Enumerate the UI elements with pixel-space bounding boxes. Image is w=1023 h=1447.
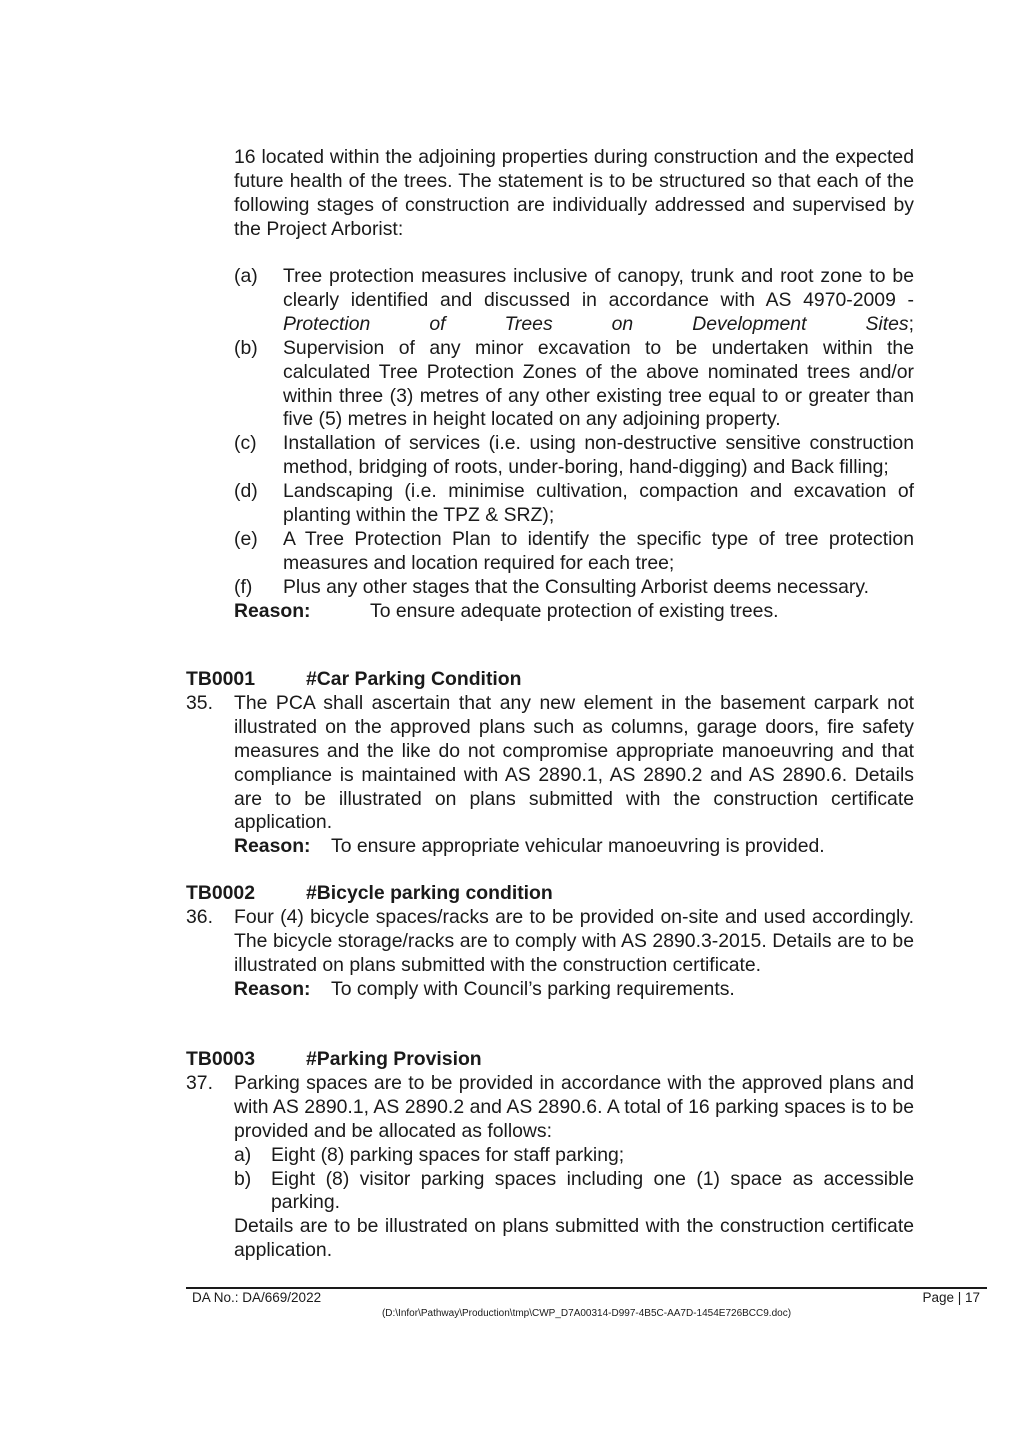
condition-code: TB0002	[186, 882, 255, 904]
stage-label: (e)	[234, 527, 258, 550]
condition-number: 36.	[186, 905, 213, 928]
stage-label: (d)	[234, 480, 258, 503]
reason-text: To comply with Council’s parking requirements.	[331, 977, 735, 1000]
stage-text-tail: ;	[908, 312, 914, 335]
footer-da-number: DA No.: DA/669/2022	[192, 1290, 322, 1305]
stage-text: Plus any other stages that the Consulting Arborist deems necessary.	[283, 575, 869, 598]
condition-paragraph: Parking spaces are to be provided in accordance with the approved plans and with AS 2890.1, AS 2890.2 and AS 2890.6. A total of 16 parking spaces is to be provided and be allocated as follows:	[234, 1071, 914, 1142]
subitem-a	[234, 1144, 914, 1168]
stage-label: (a)	[234, 265, 258, 287]
condition-content	[234, 1072, 914, 1263]
footer-rule	[186, 1287, 987, 1289]
stage-label: (b)	[234, 336, 258, 359]
subitem-b	[234, 1168, 914, 1216]
condition-heading	[186, 882, 914, 906]
stage-item-c	[234, 432, 914, 480]
condition-body	[186, 1072, 914, 1263]
condition-tb0002	[186, 882, 914, 1002]
subitem-text: Eight (8) parking spaces for staff parking;	[271, 1143, 625, 1166]
footer-page-number: Page | 17	[922, 1290, 980, 1305]
reason-label: Reason:	[234, 599, 311, 622]
condition-closing: Details are to be illustrated on plans submitted with the construction certificate application.	[234, 1215, 914, 1262]
condition-tb0001	[186, 668, 914, 859]
reason-label: Reason:	[234, 835, 311, 858]
stage-item-d	[234, 480, 914, 528]
stage-text	[283, 265, 914, 337]
stage-label: (f)	[234, 575, 253, 598]
reason-text: To ensure appropriate vehicular manoeuvring is provided.	[331, 835, 825, 858]
condition-reason	[234, 978, 914, 1002]
footer-file-path: (D:\Infor\Pathway\Production\tmp\CWP_D7A00314-D997-4B5C-AA7D-1454E726BCC9.doc)	[381, 1308, 792, 1319]
condition-heading	[186, 1048, 914, 1072]
subitem-text: Eight (8) visitor parking spaces including one (1) space as accessible parking.	[271, 1167, 914, 1214]
condition-content	[234, 692, 914, 859]
stage-text-italic: Protection of Trees on Development Sites	[283, 312, 909, 335]
stage-text: Landscaping (i.e. minimise cultivation, compaction and excavation of planting within the TPZ & SRZ);	[283, 480, 914, 527]
condition-tb0003	[186, 1048, 914, 1263]
stage-item-e	[234, 528, 914, 576]
stage-item-a	[234, 265, 914, 337]
condition-heading	[186, 668, 914, 692]
condition-number: 37.	[186, 1071, 213, 1094]
condition-number: 35.	[186, 691, 213, 714]
stage-text-plain: Tree protection measures inclusive of canopy, trunk and root zone to be clearly identified and discussed in accordance with AS 4970-2009 -	[283, 265, 914, 311]
condition-paragraph: Four (4) bicycle spaces/racks are to be provided on-site and used accordingly. The bicycle storage/racks are to comply with AS 2890.3-2015. Details are to be illustrated on plans submitted with the construction certificate.	[234, 905, 914, 976]
subitem-label: a)	[234, 1143, 252, 1166]
reason-text: To ensure adequate protection of existing trees.	[370, 599, 779, 622]
condition-title: #Parking Provision	[306, 1048, 482, 1070]
condition-title: #Bicycle parking condition	[306, 882, 553, 904]
stage-text: Installation of services (i.e. using non-destructive sensitive construction method, bridging of roots, under-boring, hand-digging) and Back filling;	[283, 432, 914, 479]
condition-paragraph: The PCA shall ascertain that any new element in the basement carpark not illustrated on the approved plans such as columns, garage doors, fire safety measures and the like do not compromise appropriate manoeuvring and that compliance is maintained with AS 2890.1, AS 2890.2 and AS 2890.6. Details are to be illustrated on plans submitted with the construction certificate application.	[234, 691, 914, 834]
stage-item-f	[234, 576, 914, 600]
condition-reason	[234, 835, 914, 859]
condition-body	[186, 906, 914, 1002]
condition-code: TB0001	[186, 668, 255, 690]
stage-label: (c)	[234, 432, 257, 455]
reason-label: Reason:	[234, 977, 311, 1000]
condition-code: TB0003	[186, 1048, 255, 1070]
condition-body	[186, 692, 914, 859]
stage-text: Supervision of any minor excavation to be undertaken within the calculated Tree Protection Zones of the above nominated trees and/or within three (3) metres of any other existing tree equal to or greater than five (5) metres in height located on any adjoining property.	[283, 336, 914, 431]
subitem-label: b)	[234, 1167, 252, 1190]
stage-text: A Tree Protection Plan to identify the specific type of tree protection measures and location required for each tree;	[283, 527, 914, 574]
condition-title: #Car Parking Condition	[306, 668, 522, 690]
stages-list	[234, 265, 914, 624]
stage-item-b	[234, 337, 914, 433]
stages-reason	[234, 600, 914, 624]
intro-paragraph: 16 located within the adjoining properties during construction and the expected future health of the trees. The statement is to be structured so that each of the following stages of construction are individually addressed and supervised by the Project Arborist:	[234, 146, 914, 240]
condition-content	[234, 906, 914, 1002]
